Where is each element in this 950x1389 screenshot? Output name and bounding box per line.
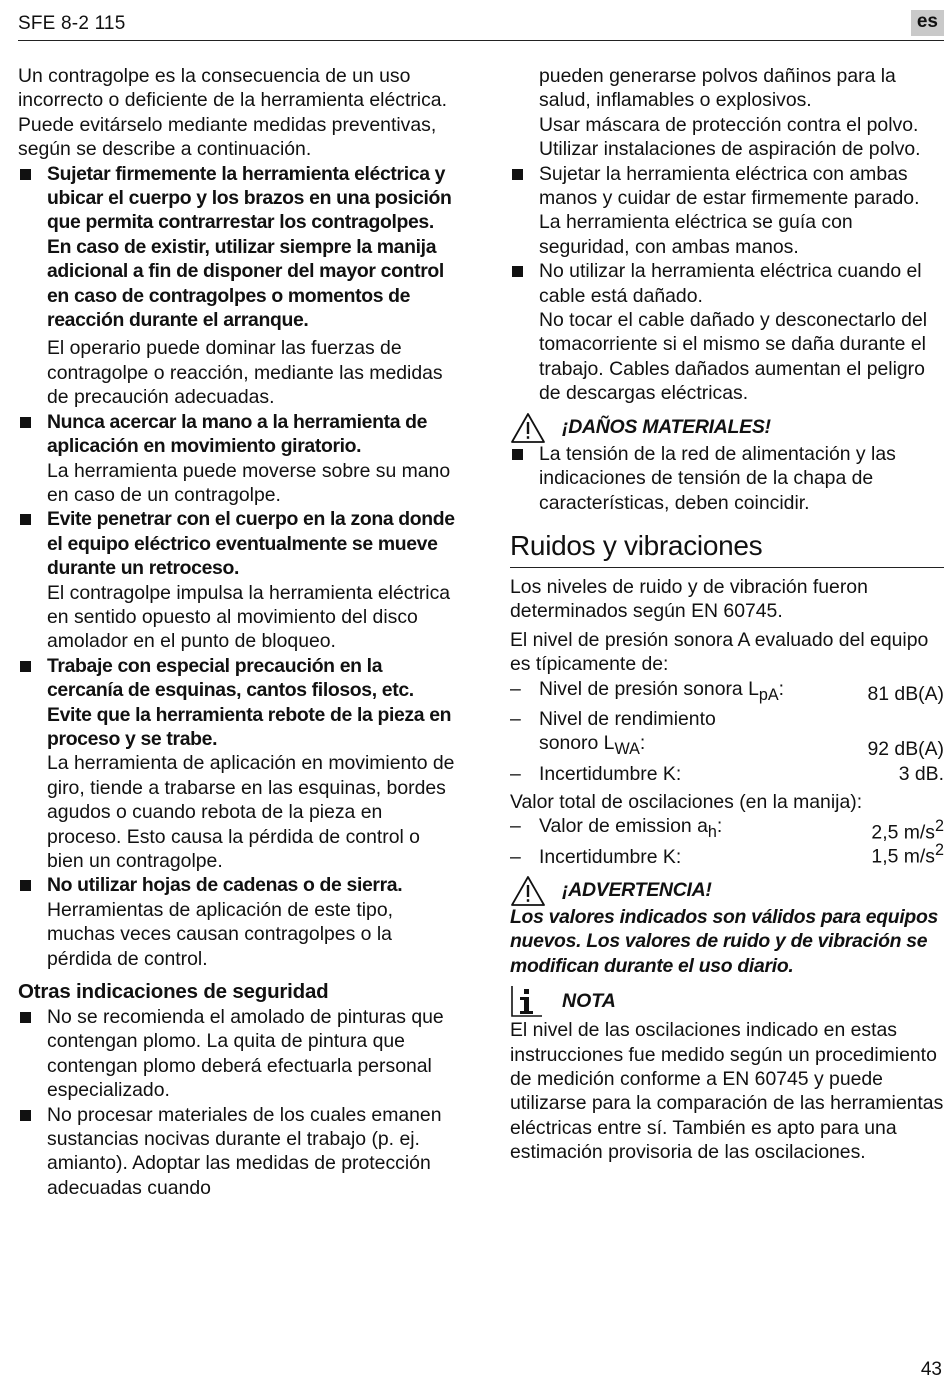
list-item bbox=[18, 1103, 460, 1201]
list-item-bold: Trabaje con especial precaución en la cercanía de esquinas, cantos filosos, etc. Evite que la herramienta rebote de la pieza en proceso y se trabe. bbox=[47, 654, 452, 750]
list-item-bold: Sujetar firmemente la herramienta eléctrica y ubicar el cuerpo y los brazos en una posición que permita contrarrestar los contragolpes. En caso de existir, utilizar siempre la manija adicional a fin de disponer del mayor control en caso de contragolpes o momentos de reacción durante el arranque. bbox=[47, 162, 452, 332]
list-item-text: La herramienta puede moverse sobre su mano en caso de un contragolpe. bbox=[47, 459, 451, 506]
list-item bbox=[18, 873, 460, 971]
spec-label-2: sonoro L bbox=[539, 732, 615, 755]
list-item-bold: No utilizar hojas de cadenas o de sierra. bbox=[47, 874, 403, 897]
section-heading: Ruidos y vibraciones bbox=[510, 525, 944, 568]
warning-title: ¡ADVERTENCIA! bbox=[562, 879, 712, 901]
warning-triangle-icon bbox=[510, 412, 546, 444]
right-column bbox=[510, 64, 944, 1165]
list-item bbox=[510, 442, 944, 515]
spec-row bbox=[510, 841, 944, 869]
spec-row: – Nivel de presión sonora $L_{pA}$: 81 dB(A) bbox=[510, 677, 944, 707]
note-text: El nivel de las oscilaciones indicado en estas instrucciones fue medido según un procedimiento de medición conforme a EN 60745 y puede utilizarse para la comparación de las herramientas eléctricas entre sí. También es apto para una estimación provisoria de las oscilaciones. bbox=[510, 1019, 944, 1164]
continued-list-item bbox=[510, 64, 944, 162]
paragraph: El nivel de presión sonora A evaluado del equipo es típicamente de: bbox=[510, 628, 929, 676]
spec-row: – Nivel de rendimiento sonoro $L_{WA}$: 92 dB(A) bbox=[510, 707, 944, 762]
list-item-text: No se recomienda el amolado de pinturas que contengan plomo. La quita de pintura que contengan plomo deberá efectuarla personal especializado. bbox=[47, 1006, 444, 1102]
intro-paragraph: Un contragolpe es la consecuencia de un uso incorrecto o deficiente de la herramienta eléctrica. Puede evitárselo mediante medidas preventivas, según se describe a continuación. bbox=[18, 65, 447, 161]
left-column bbox=[18, 64, 460, 1200]
list-item bbox=[18, 654, 460, 874]
list-item-text: No utilizar la herramienta eléctrica cuando el cable está dañado. bbox=[539, 260, 922, 307]
info-icon bbox=[510, 984, 544, 1018]
spec-label: Nivel de presión sonora L bbox=[539, 677, 759, 700]
warning-text: Los valores indicados son válidos para equipos nuevos. Los valores de ruido y de vibración se modifican durante el uso diario. bbox=[510, 906, 939, 977]
note-box bbox=[510, 984, 944, 1018]
list-item-bold: Nunca acercar la mano a la herramienta de aplicación en movimiento giratorio. bbox=[47, 410, 428, 458]
warning-advertencia bbox=[510, 877, 944, 903]
list-item-text: No procesar materiales de los cuales emanen sustancias nocivas durante el trabajo (p. ej. amianto). Adoptar las medidas de protección adecuadas cuando bbox=[47, 1103, 442, 1199]
spec-value: 92 dB(A) bbox=[867, 738, 944, 761]
spec-value: 2,5 $m/s^2$ bbox=[871, 816, 944, 844]
list-item bbox=[18, 410, 460, 508]
list-item bbox=[510, 259, 944, 405]
list-item bbox=[18, 162, 460, 410]
note-title: NOTA bbox=[562, 990, 616, 1013]
warning-material bbox=[510, 414, 944, 440]
continued-text: pueden generarse polvos dañinos para la salud, inflamables o explosivos. bbox=[539, 65, 896, 112]
spec-value: 3 dB. bbox=[898, 762, 944, 785]
list-item-bold: Evite penetrar con el cuerpo en la zona donde el equipo eléctrico eventualmente se mueve durante un retroceso. bbox=[47, 508, 455, 580]
spec-subscript: WA bbox=[614, 740, 640, 759]
warning-triangle-icon bbox=[510, 875, 546, 907]
list-item-text: La tensión de la red de alimentación y las indicaciones de tensión de la chapa de características, deben coincidir. bbox=[539, 442, 896, 514]
list-item-text: Sujetar la herramienta eléctrica con ambas manos y cuidar de estar firmemente parado. La herramienta eléctrica se guía con seguridad, con ambas manos. bbox=[539, 162, 920, 258]
list-item-text: Herramientas de aplicación de este tipo, muchas veces causan contragolpes o la pérdida de control. bbox=[47, 898, 393, 970]
continued-text-2: Usar máscara de protección contra el polvo. Utilizar instalaciones de aspiración de polvo. bbox=[539, 113, 921, 161]
paragraph: Valor total de oscilaciones (en la manija): bbox=[510, 790, 863, 813]
model-name: SFE 8-2 115 bbox=[18, 13, 126, 34]
page-number: 43 bbox=[920, 1359, 942, 1380]
list-item bbox=[18, 1005, 460, 1103]
spec-label: Incertidumbre K: bbox=[539, 762, 682, 785]
list-item-text: La herramienta de aplicación en movimiento de giro, tiende a trabarse en las esquinas, bordes agudos o cuando rebota de la pieza en proceso. Esto causa la pérdida de control o bien un contragolpe. bbox=[47, 752, 455, 872]
spec-row bbox=[510, 762, 944, 786]
spec-value: 81 dB(A) bbox=[867, 683, 944, 706]
spec-row: – Valor de emission $a_h$: 2,5 $m/s^2$ bbox=[510, 814, 944, 844]
spec-label: Nivel de rendimiento bbox=[539, 707, 716, 730]
section-subheading: Otras indicaciones de seguridad bbox=[18, 980, 329, 1004]
spec-label: Incertidumbre K: bbox=[539, 845, 682, 868]
paragraph: Los niveles de ruido y de vibración fueron determinados según EN 60745. bbox=[510, 575, 868, 623]
list-item bbox=[510, 162, 944, 260]
list-item-text-2: No tocar el cable dañado y desconectarlo del tomacorriente si el mismo se daña durante el trabajo. Cables dañados aumentan el peligro de descargas eléctricas. bbox=[539, 309, 928, 405]
list-item-text: El operario puede dominar las fuerzas de contragolpe o reacción, mediante las medidas de precaución adecuadas. bbox=[47, 337, 443, 409]
list-item-text: El contragolpe impulsa la herramienta eléctrica en sentido opuesto al movimiento del disco amolador en el punto de bloqueo. bbox=[47, 581, 451, 653]
language-badge: es bbox=[911, 10, 944, 36]
spec-subscript: pA bbox=[758, 685, 779, 704]
warning-title: ¡DAÑOS MATERIALES! bbox=[562, 415, 771, 438]
spec-value: 1,5 $m/s^2$ bbox=[871, 841, 944, 868]
page-header bbox=[18, 10, 944, 41]
spec-label: Valor de emission a bbox=[539, 815, 708, 838]
list-item bbox=[18, 507, 460, 653]
spec-subscript: h bbox=[707, 823, 717, 842]
